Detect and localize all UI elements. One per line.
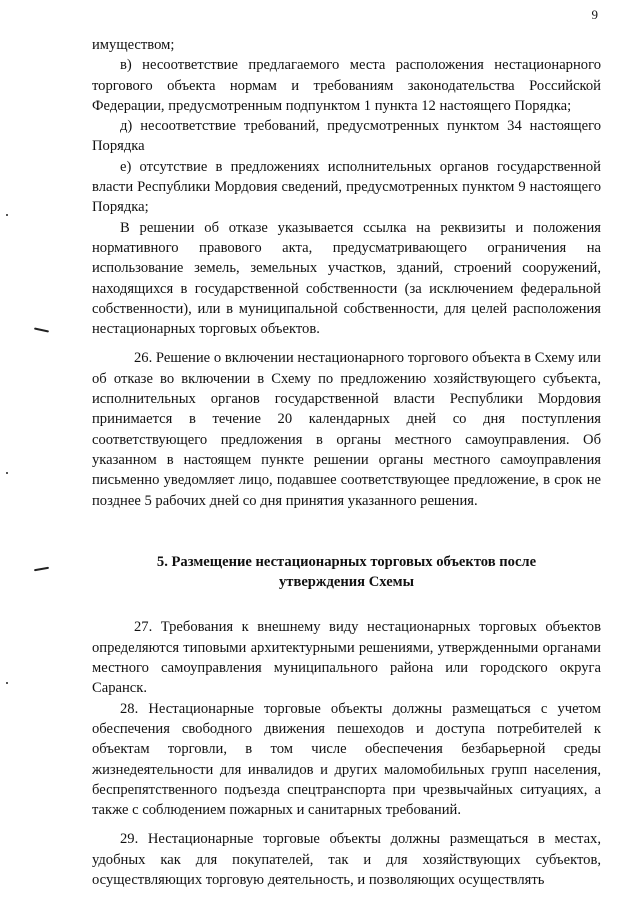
scan-dot-2 xyxy=(6,472,8,474)
paragraph-27: 27. Требования к внешнему виду нестационарных торговых объектов определяются типовыми архитектурными решениями, утвержденными органами местного самоуправления муниципального района или городского округа Саранск. xyxy=(92,619,601,697)
scan-dot-1 xyxy=(6,214,8,216)
paragraph-26: 26. Решение о включении нестационарного торгового объекта в Схему или об отказе во включении в Схему по предложению хозяйствующего субъекта, исполнительных органов государственной власти Республики Мордовия принимается в течение 20 календарных дней со дня поступления соответствующего предложения в органы местного самоуправления. Об указанном в настоящем пункте решении органы местного самоуправления письменно уведомляет лицо, подавшее соответствующее предложение, в срок не позднее 5 рабочих дней со дня принятия указанного решения. xyxy=(92,350,601,509)
paragraph-29: 29. Нестационарные торговые объекты должны размещаться в местах, удобных как для покупателей, так и для хозяйствующих субъектов, осуществляющих торговую деятельность, и позволяющих осуществлять xyxy=(92,831,601,888)
paragraph-refusal-decision: В решении об отказе указывается ссылка на реквизиты и положения нормативного правового акта, предусматривающего ограничения на использование земель, земельных участков, зданий, строений сооружений, находящихся в государственной собственности (за исключением федеральной собственности), или в муниципальной собственности, для целей расположения нестационарных торговых объектов. xyxy=(92,219,601,338)
scan-mark-2 xyxy=(34,567,49,572)
section-heading: 5. Размещение нестационарных торговых объектов после утверждения Схемы xyxy=(156,553,537,591)
paragraph-item-e: е) отсутствие в предложениях исполнительных органов государственной власти Республики Мордовия сведений, предусмотренных пунктом 9 настоящего Порядка; xyxy=(92,158,601,216)
paragraph-28: 28. Нестационарные торговые объекты должны размещаться с учетом обеспечения свободного движения пешеходов и доступа потребителей к объектам торговли, в том числе обеспечения безбарьерной среды жизнедеятельности для инвалидов и других маломобильных групп населения, беспрепятственного подъезда спецтранспорта при чрезвычайных ситуациях, а также с соблюдением пожарных и санитарных требований. xyxy=(92,700,601,819)
paragraph-continuation: имуществом; xyxy=(92,37,175,53)
document-body xyxy=(92,35,601,890)
scan-dot-3 xyxy=(6,682,8,684)
scan-mark-1 xyxy=(34,327,49,332)
paragraph-item-v: в) несоответствие предлагаемого места расположения нестационарного торгового объекта нормам и требованиям законодательства Российской Федерации, предусмотренным подпунктом 1 пункта 12 настоящего Порядка; xyxy=(92,57,601,114)
paragraph-item-d: д) несоответствие требований, предусмотренных пунктом 34 настоящего Порядка xyxy=(92,118,601,155)
page-number: 9 xyxy=(591,7,598,22)
